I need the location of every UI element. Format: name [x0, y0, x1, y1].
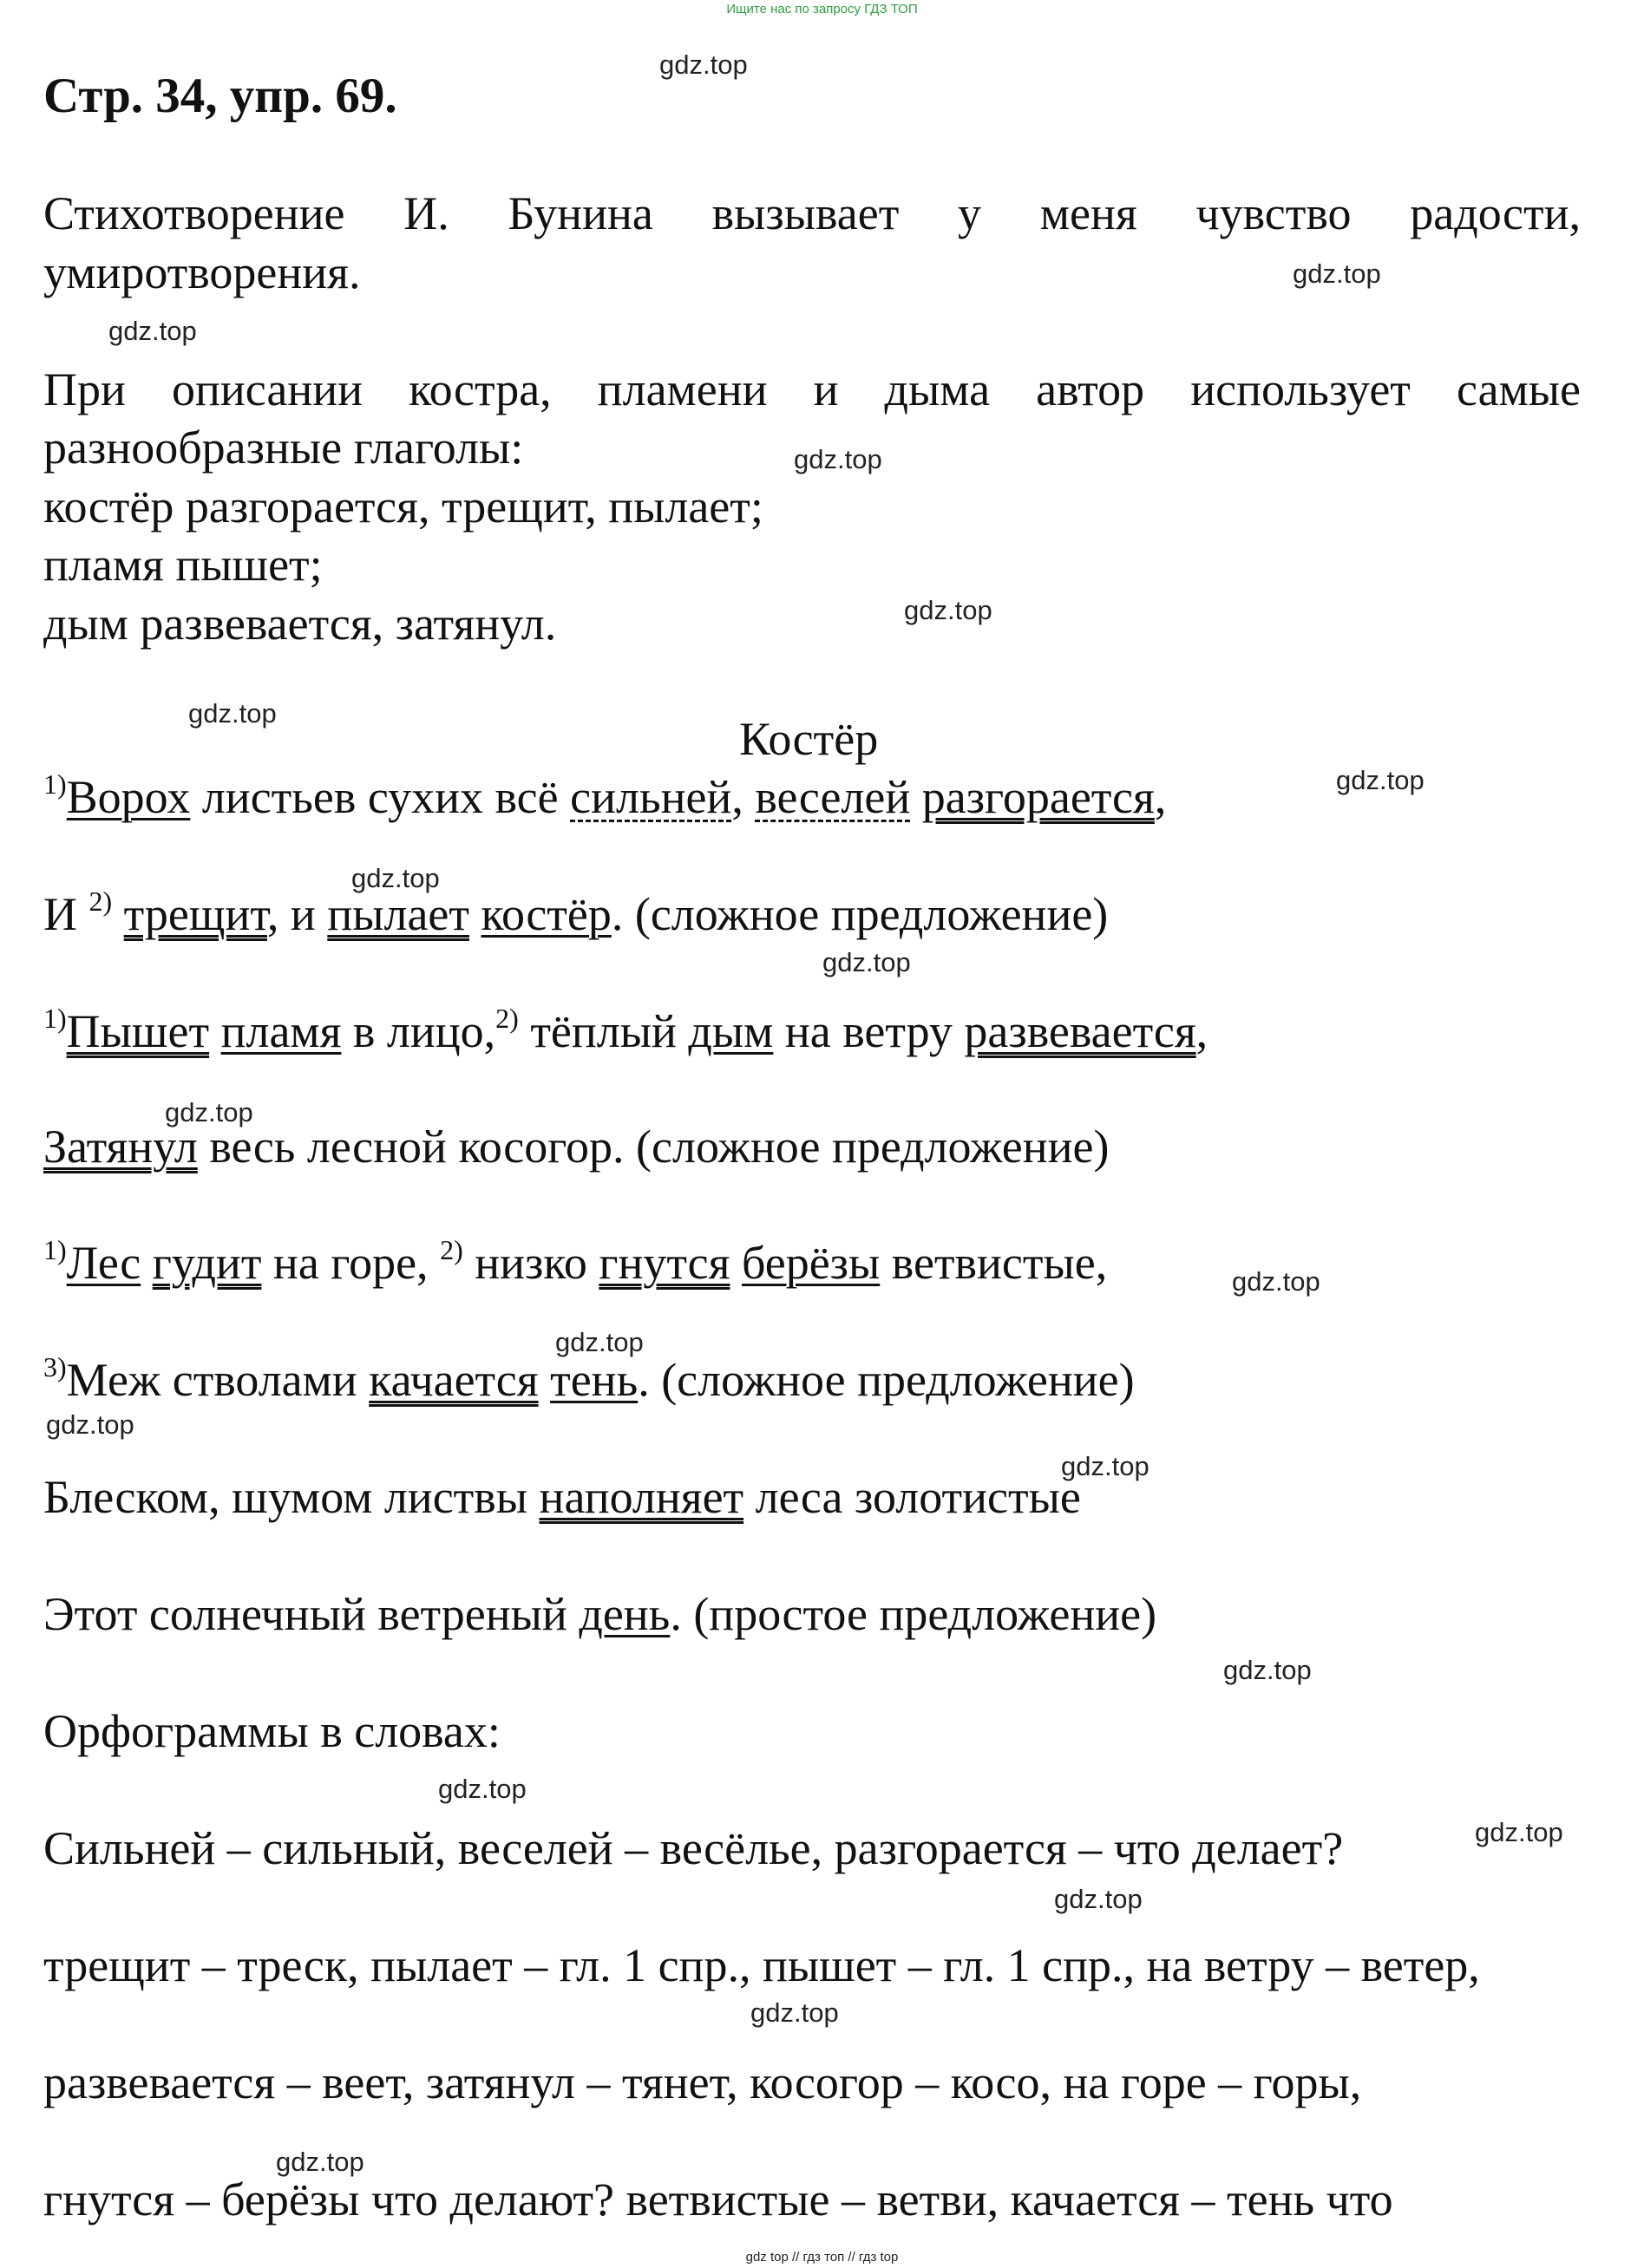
predicate-word: развевается [964, 1005, 1196, 1057]
top-banner: Ищите нас по запросу ГДЗ ТОП [726, 2, 918, 16]
watermark: gdz.top [46, 1409, 134, 1440]
verb-line: пламя пышет; [43, 539, 323, 591]
poem-line: $^{1)}$Ворох листьев сухих всё сильней, веселей разгорается, [43, 768, 1167, 823]
watermark: gdz.top [165, 1097, 253, 1127]
subject-word: дым [688, 1005, 774, 1057]
subject-word: пламя [220, 1005, 342, 1057]
watermark: gdz.top [555, 1327, 644, 1357]
subject-word: берёзы [741, 1237, 881, 1289]
subject-word: Лес [66, 1237, 141, 1289]
poem-line: Блеском, шумом листвы наполняет леса золотистые [43, 1471, 1081, 1523]
paragraph-line: При описании костра, пламени и дыма автор использует самые [43, 363, 1581, 415]
orth-line: трещит – треск, пылает – гл. 1 спр., пышет – гл. 1 спр., на ветру – ветер, [43, 1939, 1480, 1991]
predicate-word: Затянул [43, 1121, 198, 1173]
watermark: gdz.top [351, 863, 440, 893]
watermark: gdz.top [659, 49, 748, 80]
orth-line: гнутся – берёзы что делают? ветвистые – ветви, качается – тень что [43, 2173, 1393, 2226]
watermark: gdz.top [1061, 1451, 1149, 1481]
watermark: gdz.top [1054, 1884, 1143, 1914]
paragraph-line: Стихотворение И. Бунина вызывает у меня чувство радости, [43, 187, 1581, 239]
watermark: gdz.top [1232, 1266, 1320, 1297]
watermark: gdz.top [1475, 1817, 1563, 1847]
watermark: gdz.top [1223, 1655, 1312, 1685]
predicate-word: гнутся [599, 1237, 730, 1289]
page-title: Стр. 34, упр. 69. [43, 69, 397, 123]
subject-word: костёр [481, 888, 612, 940]
poem-line: $^{1)}$Лес гудит на горе, $^{2)}$ низко гнутся берёзы ветвистые, [43, 1234, 1108, 1289]
verb-line: костёр разгорается, трещит, пылает; [43, 480, 763, 533]
orth-line: развевается – веет, затянул – тянет, косогор – косо, на горе – горы, [43, 2056, 1362, 2108]
predicate-word: Пышет [66, 1005, 210, 1057]
subject-word: Ворох [66, 771, 191, 823]
adverb-word: сильней [570, 771, 732, 823]
watermark: gdz.top [438, 1774, 527, 1804]
poem-line: Затянул весь лесной косогор. (сложное предложение) [43, 1121, 1110, 1173]
watermark: gdz.top [822, 947, 911, 977]
verb-line: дым развевается, затянул. [43, 598, 557, 650]
paragraph-line: разнообразные глаголы: [43, 422, 524, 474]
poem-line: Этот солнечный ветреный день. (простое предложение) [43, 1588, 1157, 1640]
predicate-word: качается [369, 1354, 539, 1406]
predicate-word: пылает [327, 888, 469, 940]
watermark: gdz.top [276, 2147, 364, 2177]
paragraph-line: умиротворения. [43, 246, 361, 298]
watermark: gdz.top [1293, 258, 1381, 289]
predicate-word: гудит [152, 1237, 262, 1289]
watermark: gdz.top [1336, 765, 1425, 795]
poem-line: $^{3)}$Меж стволами качается тень. (сложное предложение) [43, 1351, 1135, 1406]
watermark: gdz.top [750, 1997, 839, 2028]
watermark: gdz.top [904, 595, 992, 625]
adverb-word: веселей [755, 771, 911, 823]
poem-line: И $^{2)}$ трещит, и пылает костёр. (сложное предложение) [43, 886, 1109, 940]
subject-word: тень [550, 1354, 639, 1406]
orth-title: Орфограммы в словах: [43, 1705, 501, 1757]
poem-title: Костёр [739, 713, 879, 765]
orth-line: Сильней – сильный, веселей – весёлье, разгорается – что делает? [43, 1822, 1344, 1874]
watermark: gdz.top [188, 698, 277, 729]
predicate-word: наполняет [539, 1471, 744, 1523]
poem-line: $^{1)}$Пышет пламя в лицо,$^{2)}$ тёплый дым на ветру развевается, [43, 1003, 1208, 1057]
watermark: gdz.top [108, 316, 197, 346]
predicate-word: разгорается [921, 771, 1155, 823]
subject-word: день [579, 1588, 671, 1640]
bottom-banner: gdz top // гдз топ // гдз top [745, 2250, 899, 2265]
predicate-word: трещит [123, 888, 267, 940]
watermark: gdz.top [794, 444, 882, 474]
